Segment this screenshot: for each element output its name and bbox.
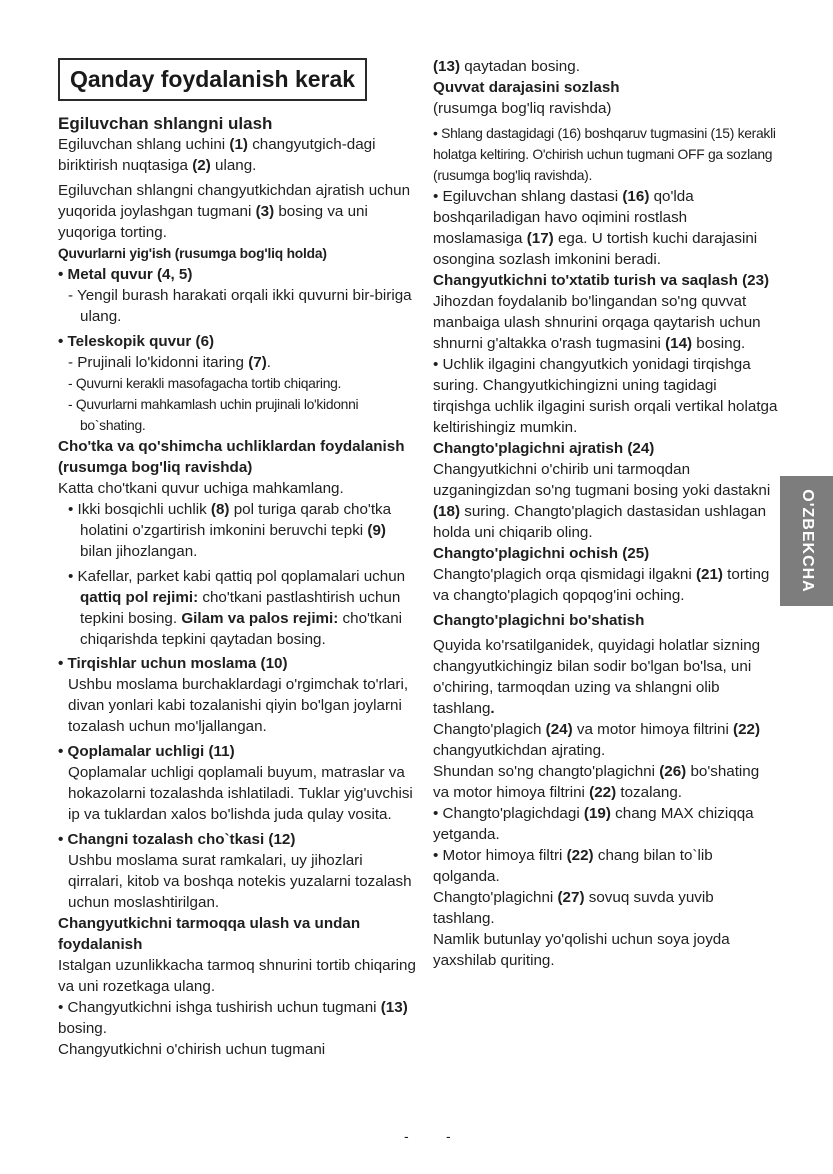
empty-text-2: Changto'plagich (24) va motor himoya filtrini (22) changyutkichdan ajrating. (433, 721, 761, 759)
dust-container-empty-heading: Changto'plagichni bo'shatish (433, 612, 645, 629)
brush-intro: Katta cho'tkani quvur uchiga mahkamlang. (58, 480, 344, 497)
hose-paragraph-1: Egiluvchan shlang uchini (1) changyutgich-dagi biriktirish nuqtasiga (2) ulang. (58, 136, 376, 174)
power-bullet-1: • Shlang dastagidagi (16) boshqaruv tugmasini (15) kerakli holatga keltiring. O'chirish uchun tugmani OFF ga sozlang (rusumga bog'liq ravishda). (433, 125, 776, 183)
empty-text-1: Quyida ko'rsatilganidek, quyidagi holatlar sizning changyutkichingiz bilan sodir bo'lgan bo'lsa, uni o'chiring, tarmoqdan uzing va shlangni olib tashlang. (433, 637, 761, 717)
dusting-brush-heading: • Changni tozalash cho`tkasi (12) (58, 831, 296, 848)
empty-bullet-2: • Motor himoya filtri (22) chang bilan to`lib qolganda. (433, 847, 713, 885)
language-tab (780, 476, 833, 606)
crevice-tool-text: Ushbu moslama burchaklardagi o'rgimchak to'rlari, divan yonlari kabi tozalanishi qiyin bo'lgan joylarni tozalash uchun mo'ljallangan. (68, 676, 409, 735)
hose-heading: Egiluvchan shlangni ulash (58, 114, 273, 133)
crevice-tool-heading: • Tirqishlar uchun moslama (10) (58, 655, 288, 672)
hose-paragraph-2: Egiluvchan shlangni changyutkichdan ajratish uchun yuqorida joylashgan tugmani (3) bosing va uni yuqoriga torting. (58, 182, 411, 241)
storage-text-2: • Uchlik ilgagini changyutkich yonidagi tirqishga suring. Changyutkichingizni uning tagidagi tirqishga uchlik ilgagini surish orqali vertikal holatga keltirishingiz mumkin. (433, 356, 778, 436)
metal-pipe-text: - Yengil burash harakati orqali ikki quvurni bir-biriga ulang. (68, 287, 412, 325)
mains-step-2: • Changyutkichni ishga tushirish uchun tugmani (13) bosing. (58, 999, 408, 1037)
brush-heading: Cho'tka va qo'shimcha uchliklardan foydalanish (rusumga bog'liq ravishda) (58, 438, 405, 476)
language-tab-label: O'ZBEKCHA (798, 489, 816, 593)
telescopic-pipe-heading: • Teleskopik quvur (6) (58, 333, 215, 350)
power-subheading: (rusumga bog'liq ravishda) (433, 100, 612, 117)
telescopic-step-3: - Quvurlarni mahkamlash uchin prujinali lo'kidonni bo`shating. (68, 396, 359, 433)
power-bullet-2: • Egiluvchan shlang dastasi (16) qo'lda boshqariladigan havo oqimini rostlash moslamasiga (17) ega. U tortish kuchi darajasini osongina sozlash imkonini beradi. (433, 188, 758, 268)
dust-container-open-heading: Changto'plagichni ochish (25) (433, 545, 650, 562)
dusting-brush-text: Ushbu moslama surat ramkalari, uy jihozlari qirralari, kitob va boshqa notekis yuzalarni tozalash uchun moslashtirilgan. (68, 852, 412, 911)
dust-container-remove-text: Changyutkichni o'chirib uni tarmoqdan uzganingizdan so'ng tugmani bosing yoki dastakni (18) suring. Changto'plagich dastasidan ushlagan holda uni chiqarib oling. (433, 461, 771, 541)
metal-pipe-heading: • Metal quvur (4, 5) (58, 266, 193, 283)
brush-bullet-1: • Ikki bosqichli uchlik (8) pol turiga qarab cho'tka holatini o'zgartirish imkonini beruvchi tepki (9) bilan jihozlangan. (68, 501, 392, 560)
left-column (58, 50, 418, 1060)
dust-container-remove-heading: Changto'plagichni ajratish (24) (433, 440, 655, 457)
empty-text-3: Shundan so'ng changto'plagichni (26) bo'shating va motor himoya filtrini (22) tozalang. (433, 763, 760, 801)
mains-step-1: Istalgan uzunlikkacha tarmoq shnurini tortib chiqaring va uni rozetkaga ulang. (58, 957, 416, 995)
upholstery-nozzle-text: Qoplamalar uchligi qoplamali buyum, matraslar va hokazolarni tozalashda ishlatiladi. Tuklar yig'uvchisi ip va tuklardan xalos bo'lishda juda qulay vosita. (68, 764, 413, 823)
footer-mark-left: - (404, 1128, 409, 1144)
pipes-heading: Quvurlarni yig'ish (rusumga bog'liq holda) (58, 246, 327, 261)
dust-container-open-text: Changto'plagich orqa qismidagi ilgakni (21) torting va changto'plagich qopqog'ini oching. (433, 566, 770, 604)
footer-mark-right: - (446, 1128, 451, 1144)
mains-heading: Changyutkichni tarmoqqa ulash va undan foydalanish (58, 915, 361, 953)
mains-step-3: Changyutkichni o'chirish uchun tugmani (58, 1041, 326, 1058)
page-title: Qanday foydalanish kerak (58, 58, 367, 101)
upholstery-nozzle-heading: • Qoplamalar uchligi (11) (58, 743, 235, 760)
telescopic-step-2: - Quvurni kerakli masofagacha tortib chiqaring. (68, 375, 342, 391)
brush-bullet-2: • Kafellar, parket kabi qattiq pol qoplamalari uchun qattiq pol rejimi: cho'tkani pastlashtirish uchun tepkini bosing. Gilam va palos rejimi: cho'tkani chiqarishda tepkini qaytadan bosing. (68, 568, 406, 648)
right-column (433, 56, 778, 971)
empty-text-4: Changto'plagichni (27) sovuq suvda yuvib tashlang. (433, 889, 714, 927)
continued-text: (13) qaytadan bosing. (433, 58, 580, 75)
telescopic-step-1: - Prujinali lo'kidonni itaring (7). (68, 354, 271, 371)
storage-heading: Changyutkichni to'xtatib turish va saqlash (23) (433, 272, 770, 289)
empty-text-5: Namlik butunlay yo'qolishi uchun soya joyda yaxshilab quriting. (433, 931, 730, 969)
storage-text-1: Jihozdan foydalanib bo'lingandan so'ng quvvat manbaiga ulash shnurini orqaga qaytarish uchun shnurni g'altakka o'rash tugmasini (14) bosing. (433, 293, 761, 352)
empty-bullet-1: • Changto'plagichdagi (19) chang MAX chiziqqa yetganda. (433, 805, 754, 843)
power-heading: Quvvat darajasini sozlash (433, 79, 620, 96)
